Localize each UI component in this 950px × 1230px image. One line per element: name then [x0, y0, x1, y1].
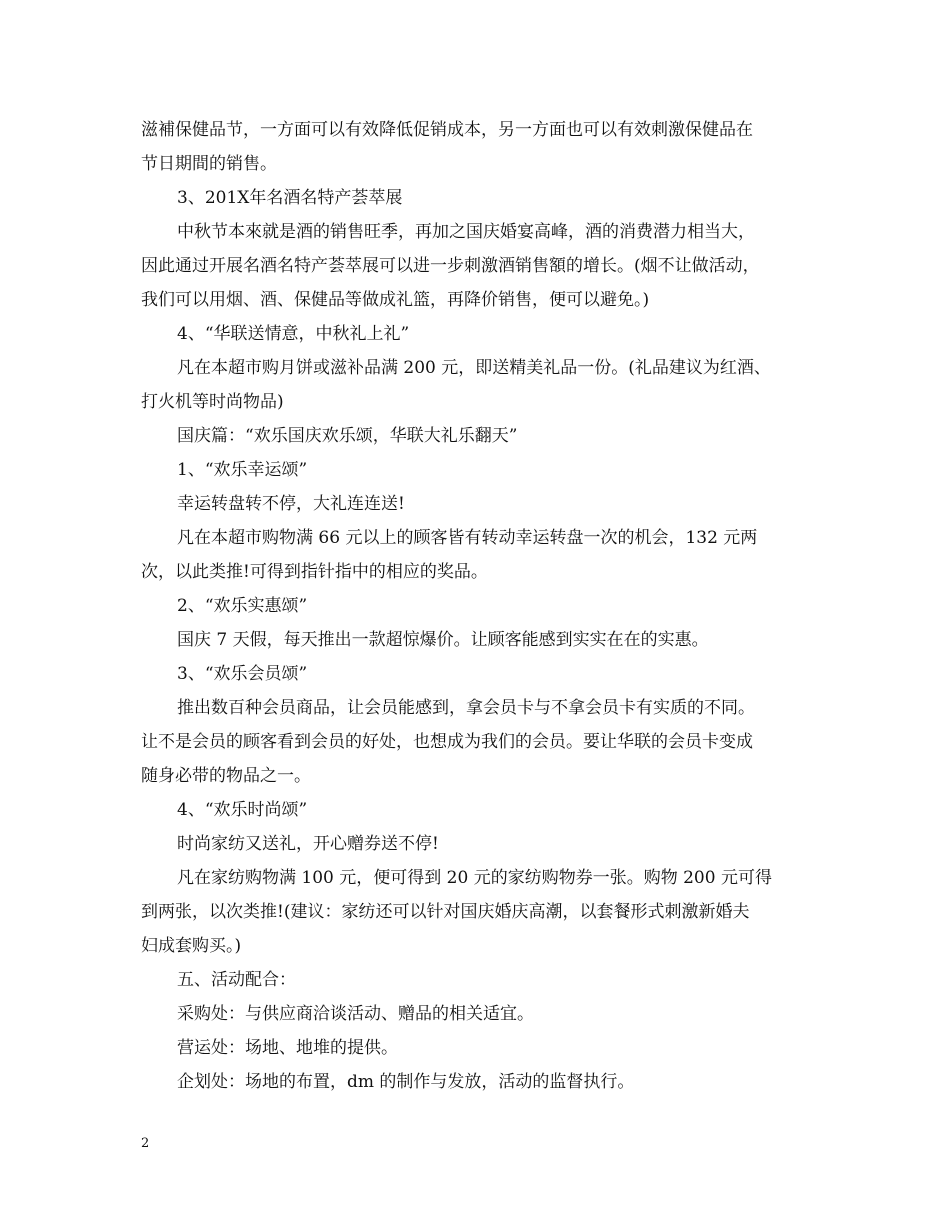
text-line: 3、“欢乐会员颂” [177, 664, 308, 684]
text-line: 推出数百种会员商品，让会员能感到，拿会员卡与不拿会员卡有实质的不同。 [177, 698, 755, 718]
text-line: 2、“欢乐实惠颂” [177, 596, 308, 616]
text-line: 让不是会员的顾客看到会员的好处，也想成为我们的会员。要让华联的会员卡变成 [141, 732, 753, 752]
text-line: 1、“欢乐幸运颂” [177, 460, 308, 480]
text-line: 时尚家纺又送礼，开心赠券送不停! [177, 834, 439, 854]
text-line: 国庆 7 天假，每天推出一款超惊爆价。让顾客能感到实实在在的实惠。 [177, 630, 709, 650]
text-line: 4、“华联送情意，中秋礼上礼” [177, 324, 410, 344]
text-line: 次，以此类推!可得到指针指中的相应的奖品。 [141, 562, 488, 582]
text-line: 滋補保健品节，一方面可以有效降低促销成本，另一方面也可以有效刺激保健品在 [141, 120, 753, 140]
text-line: 因此通过开展名酒名特产荟萃展可以进一步刺激酒销售額的增长。(烟不让做活动， [141, 256, 760, 276]
text-line: 凡在本超市购月饼或滋补品满 200 元，即送精美礼品一份。(礼品建议为红酒、 [177, 358, 771, 378]
text-line: 企划处：场地的布置，dm 的制作与发放，活动的监督执行。 [177, 1072, 635, 1092]
text-line: 到两张，以次类推!(建议：家纺还可以针对国庆婚庆高潮，以套餐形式刺激新婚夫 [141, 902, 750, 922]
text-line: 中秋节本來就是酒的销售旺季，再加之国庆婚宴高峰，酒的消费潜力相当大， [177, 222, 755, 242]
document-body [141, 113, 821, 1099]
text-line: 凡在本超市购物满 66 元以上的顾客皆有转动幸运转盘一次的机会，132 元两 [177, 528, 758, 548]
text-line: 凡在家纺购物满 100 元，便可得到 20 元的家纺购物券一张。购物 200 元可得 [177, 868, 772, 888]
text-line: 我们可以用烟、酒、保健品等做成礼篮，再降价销售，便可以避免。) [141, 290, 650, 310]
text-line: 五、活动配合： [177, 970, 296, 990]
text-line: 随身必带的物品之一。 [141, 766, 311, 786]
text-line: 国庆篇：“欢乐国庆欢乐颂，华联大礼乐翻天” [177, 426, 518, 446]
text-line: 营运处：场地、地堆的提供。 [177, 1038, 398, 1058]
text-line: 打火机等时尚物品) [141, 392, 284, 412]
text-line: 4、“欢乐时尚颂” [177, 800, 308, 820]
text-line: 3、201X年名酒名特产荟萃展 [177, 188, 403, 208]
text-line: 妇成套购买。) [141, 936, 242, 956]
page-number: 2 [141, 1136, 150, 1151]
text-line: 节日期間的销售。 [141, 154, 277, 174]
text-line: 采购处：与供应商洽谈活动、赠品的相关适宜。 [177, 1004, 534, 1024]
text-line: 幸运转盘转不停，大礼连连送! [177, 494, 405, 514]
